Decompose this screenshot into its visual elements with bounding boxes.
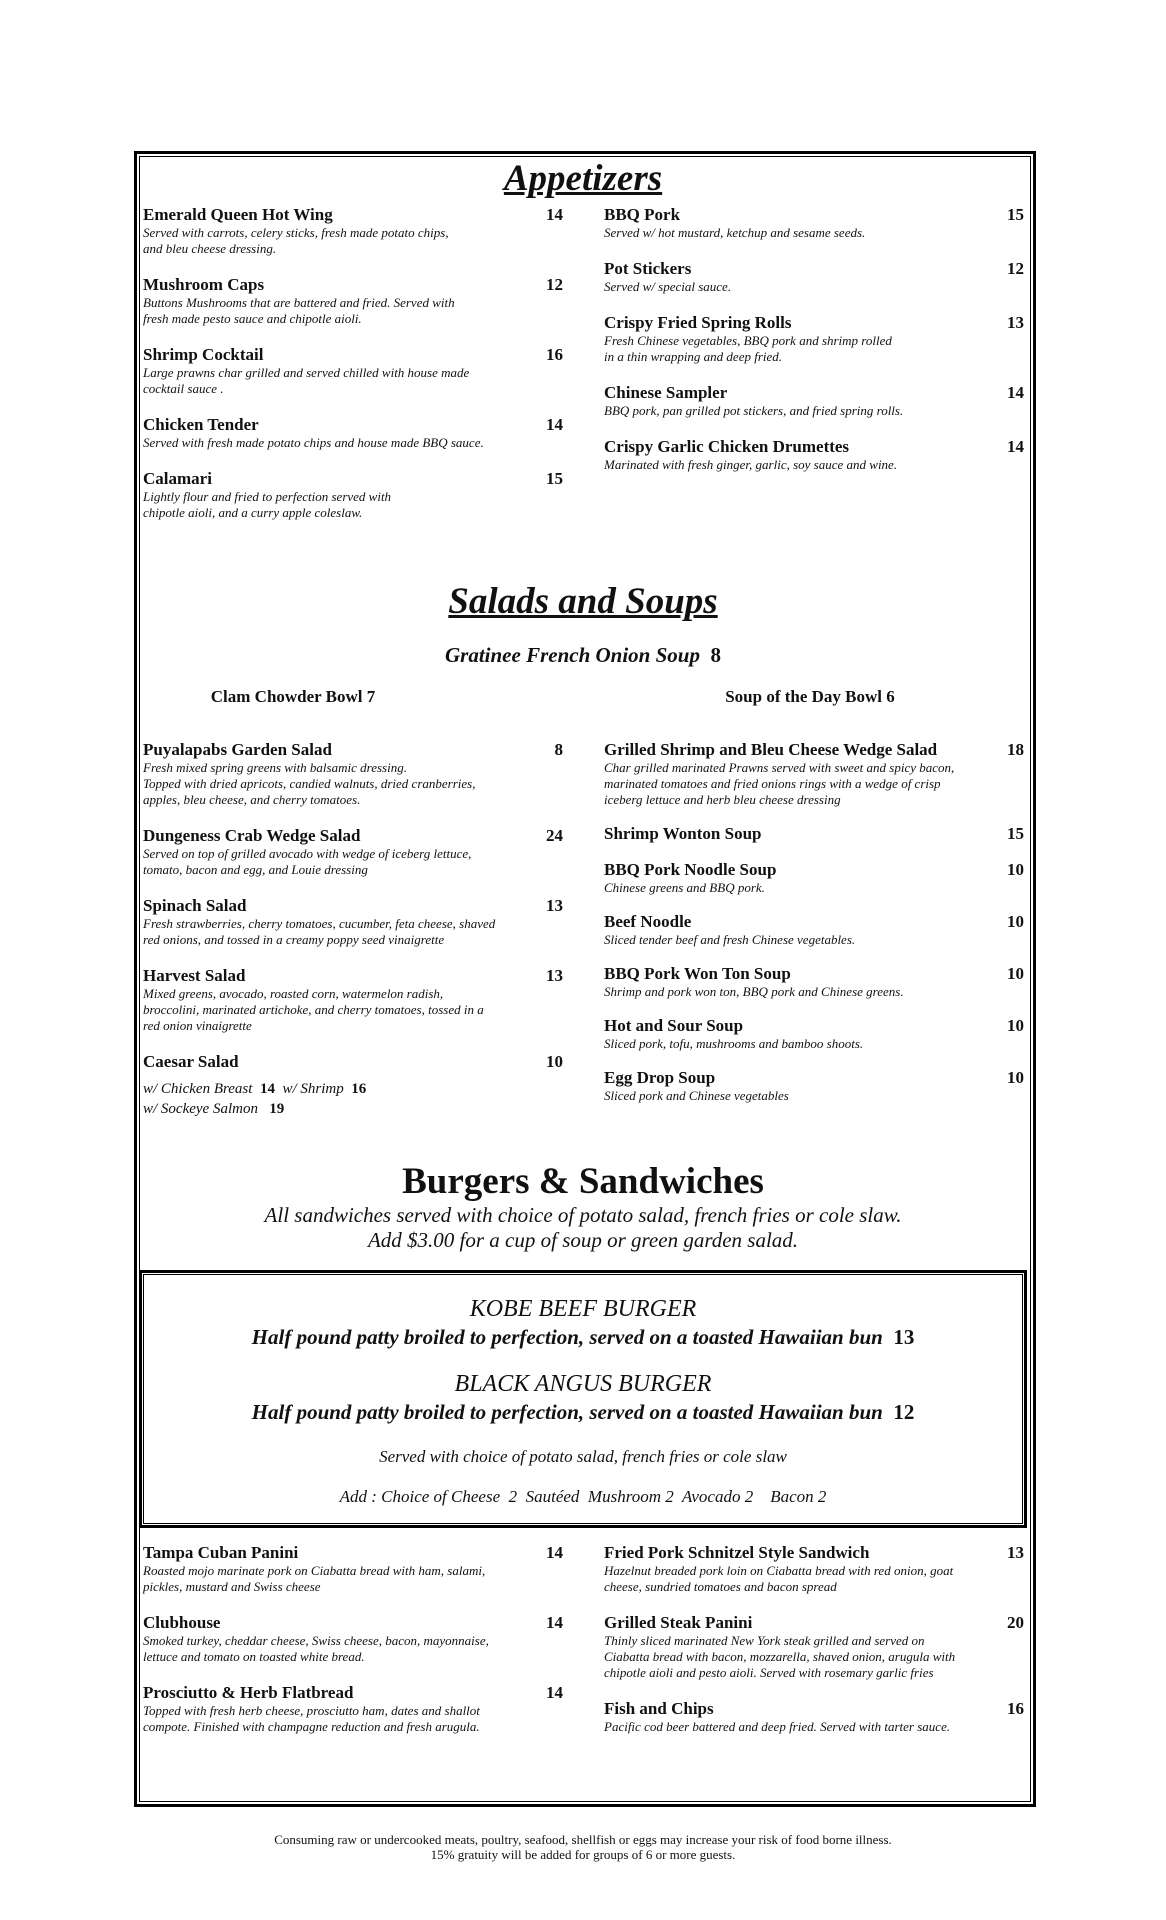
menu-item-price: 13 xyxy=(1007,313,1024,332)
menu-item-name: Shrimp Wonton Soup xyxy=(604,824,762,843)
menu-item-name: Dungeness Crab Wedge Salad xyxy=(143,826,361,845)
menu-item xyxy=(143,275,563,327)
menu-item-name: Caesar Salad xyxy=(143,1052,239,1071)
kobe-burger-title: KOBE BEEF BURGER xyxy=(469,1296,697,1322)
menu-item-name: Hot and Sour Soup xyxy=(604,1016,744,1035)
menu-item-description: Mixed greens, avocado, roasted corn, watermelon radish, broccolini, marinated artichoke, and cherry tomatoes, tossed in a red onion vinaigrette xyxy=(143,986,484,1033)
menu-item xyxy=(143,1052,563,1072)
salads-title: Salads and Soups xyxy=(448,581,718,622)
menu-item-description: Chinese greens and BBQ pork. xyxy=(604,880,765,895)
menu-item-price: 15 xyxy=(546,469,563,488)
caesar-opt3-price: 19 xyxy=(269,1101,285,1117)
menu-item-price: 10 xyxy=(1007,912,1024,931)
menu-item xyxy=(143,740,563,808)
angus-burger-price: 12 xyxy=(893,1400,915,1424)
menu-item-price: 14 xyxy=(546,205,563,224)
menu-item-price: 10 xyxy=(546,1052,563,1071)
kobe-burger-desc: Half pound patty broiled to perfection, served on a toasted Hawaiian bun xyxy=(251,1325,883,1349)
menu-item xyxy=(604,205,1024,241)
menu-item-description: Lightly flour and fried to perfection served with chipotle aioli, and a curry apple coleslaw. xyxy=(143,489,392,520)
menu-item xyxy=(604,259,1024,295)
menu-item-name: Pot Stickers xyxy=(604,259,692,278)
menu-item-name: Fish and Chips xyxy=(604,1699,714,1718)
menu-item-description: Buttons Mushrooms that are battered and fried. Served with fresh made pesto sauce and chipotle aioli. xyxy=(143,295,455,326)
menu-item-price: 24 xyxy=(546,826,563,845)
menu-item-price: 16 xyxy=(1007,1699,1024,1718)
menu-item xyxy=(604,1068,1024,1104)
menu-item-description: Large prawns char grilled and served chilled with house made cocktail sauce . xyxy=(143,365,470,396)
caesar-opt2-price: 16 xyxy=(351,1081,367,1097)
appetizers-right-column xyxy=(604,205,1024,473)
menu-item-name: BBQ Pork Noodle Soup xyxy=(604,860,777,879)
angus-burger-desc: Half pound patty broiled to perfection, served on a toasted Hawaiian bun xyxy=(251,1400,883,1424)
menu-item-description: Pacific cod beer battered and deep fried. Served with tarter sauce. xyxy=(604,1719,951,1734)
menu-item-name: Prosciutto & Herb Flatbread xyxy=(143,1683,354,1702)
sandwiches-right-column xyxy=(604,1543,1024,1735)
menu-item-description: Fresh strawberries, cherry tomatoes, cucumber, feta cheese, shaved red onions, and tossed in a creamy poppy seed vinaigrette xyxy=(143,916,496,947)
menu-item-price: 18 xyxy=(1007,740,1024,759)
menu-item-name: Grilled Steak Panini xyxy=(604,1613,753,1632)
menu-item-description: Served w/ hot mustard, ketchup and sesame seeds. xyxy=(604,225,866,240)
menu-item-description: Thinly sliced marinated New York steak grilled and served on Ciabatta bread with bacon, mozzarella, shaved onion, arugula with chipotle aioli and pesto aioli. Served with rosemary garlic fries xyxy=(604,1633,956,1680)
footer-gratuity: 15% gratuity will be added for groups of 6 or more guests. xyxy=(430,1847,736,1862)
menu-item-description: Served w/ special sauce. xyxy=(604,279,732,294)
caesar-options xyxy=(143,1079,563,1119)
menu-item-name: BBQ Pork xyxy=(604,205,681,224)
menu-item-name: Calamari xyxy=(143,469,212,488)
menu-item-price: 13 xyxy=(1007,1543,1024,1562)
menu-item-description: Fresh mixed spring greens with balsamic dressing. Topped with dried apricots, candied walnuts, dried cranberries, apples, bleu cheese, and cherry tomatoes. xyxy=(143,760,476,807)
menu-item-description: Served with carrots, celery sticks, fresh made potato chips, and bleu cheese dressing. xyxy=(143,225,449,256)
menu-item-name: Puyalapabs Garden Salad xyxy=(143,740,332,759)
menu-item-description: Marinated with fresh ginger, garlic, soy sauce and wine. xyxy=(604,457,898,472)
menu-item xyxy=(604,964,1024,1000)
burger-addons: Add : Choice of Cheese 2 Sautéed Mushroom 2 Avocado 2 Bacon 2 xyxy=(339,1487,827,1506)
menu-item-description: Sliced pork, tofu, mushrooms and bamboo shoots. xyxy=(604,1036,864,1051)
sandwiches-left-column xyxy=(143,1543,563,1735)
menu-item xyxy=(143,1543,563,1595)
menu-item-name: Mushroom Caps xyxy=(143,275,265,294)
menu-item xyxy=(604,912,1024,948)
menu-item-price: 14 xyxy=(546,1683,563,1702)
menu-item-name: BBQ Pork Won Ton Soup xyxy=(604,964,791,983)
menu-item-description: Hazelnut breaded pork loin on Ciabatta bread with red onion, goat cheese, sundried tomatoes and bacon spread xyxy=(604,1563,954,1594)
caesar-opt1-price: 14 xyxy=(259,1081,275,1097)
menu-item-price: 10 xyxy=(1007,1068,1024,1087)
menu-item-description: Roasted mojo marinate pork on Ciabatta bread with ham, salami, pickles, mustard and Swiss cheese xyxy=(143,1563,486,1594)
menu-item-price: 13 xyxy=(546,896,563,915)
menu-item-description: Fresh Chinese vegetables, BBQ pork and shrimp rolled in a thin wrapping and deep fried. xyxy=(604,333,892,364)
onion-soup-price: 8 xyxy=(710,643,721,667)
menu-item xyxy=(604,1543,1024,1595)
menu-item-price: 13 xyxy=(546,966,563,985)
menu-item xyxy=(143,1613,563,1665)
menu-item-name: Emerald Queen Hot Wing xyxy=(143,205,333,224)
menu-item-name: Clubhouse xyxy=(143,1613,221,1632)
kobe-burger-price: 13 xyxy=(893,1325,915,1349)
menu-item-price: 8 xyxy=(554,740,563,759)
burgers-subtitle-1: All sandwiches served with choice of potato salad, french fries or cole slaw. xyxy=(264,1203,902,1227)
menu-item-name: Chinese Sampler xyxy=(604,383,728,402)
menu-item-price: 10 xyxy=(1007,964,1024,983)
appetizers-left-column xyxy=(143,205,563,521)
menu-item-name: Crispy Garlic Chicken Drumettes xyxy=(604,437,850,456)
burgers-subtitle-2: Add $3.00 for a cup of soup or green garden salad. xyxy=(367,1228,799,1252)
caesar-opt2: w/ Shrimp xyxy=(282,1081,344,1097)
angus-burger-line xyxy=(0,1400,1166,1425)
menu-item-description: Sliced pork and Chinese vegetables xyxy=(604,1088,789,1103)
menu-item-price: 14 xyxy=(546,1613,563,1632)
menu-item-name: Chicken Tender xyxy=(143,415,259,434)
caesar-opt3: w/ Sockeye Salmon xyxy=(143,1101,258,1117)
menu-item xyxy=(143,415,563,451)
appetizers-title: Appetizers xyxy=(503,158,663,199)
menu-item xyxy=(143,345,563,397)
menu-item xyxy=(143,966,563,1034)
menu-item-name: Fried Pork Schnitzel Style Sandwich xyxy=(604,1543,870,1562)
menu-item-name: Crispy Fried Spring Rolls xyxy=(604,313,792,332)
menu-item-name: Harvest Salad xyxy=(143,966,246,985)
menu-item-price: 10 xyxy=(1007,860,1024,879)
menu-item xyxy=(604,437,1024,473)
burgers-title: Burgers & Sandwiches xyxy=(402,1161,764,1202)
menu-item-price: 16 xyxy=(546,345,563,364)
soup-of-the-day: Soup of the Day Bowl 6 xyxy=(725,687,895,706)
onion-soup-line xyxy=(0,643,1166,668)
menu-item-name: Shrimp Cocktail xyxy=(143,345,264,364)
menu-item-price: 14 xyxy=(546,415,563,434)
salads-right-column xyxy=(604,740,1024,1104)
menu-item-price: 14 xyxy=(1007,383,1024,402)
menu-item-description: Smoked turkey, cheddar cheese, Swiss cheese, bacon, mayonnaise, lettuce and tomato on toasted white bread. xyxy=(143,1633,489,1664)
onion-soup-name: Gratinee French Onion Soup xyxy=(445,643,700,667)
menu-item-name: Spinach Salad xyxy=(143,896,247,915)
menu-item xyxy=(143,1683,563,1735)
menu-item xyxy=(604,740,1024,808)
menu-item-name: Beef Noodle xyxy=(604,912,692,931)
menu-item-description: Served with fresh made potato chips and house made BBQ sauce. xyxy=(143,435,484,450)
menu-item-description: Served on top of grilled avocado with wedge of iceberg lettuce, tomato, bacon and egg, and Louie dressing xyxy=(143,846,472,877)
menu-item-description: Topped with fresh herb cheese, prosciutto ham, dates and shallot compote. Finished with champagne reduction and fresh arugula. xyxy=(143,1703,480,1734)
menu-item xyxy=(143,826,563,878)
menu-item-description: Shrimp and pork won ton, BBQ pork and Chinese greens. xyxy=(604,984,904,999)
menu-item-price: 12 xyxy=(546,275,563,294)
menu-item xyxy=(604,383,1024,419)
angus-burger-title: BLACK ANGUS BURGER xyxy=(454,1371,712,1397)
menu-item-price: 15 xyxy=(1007,205,1024,224)
menu-item-price: 20 xyxy=(1007,1613,1024,1632)
menu-item-price: 12 xyxy=(1007,259,1024,278)
clam-chowder: Clam Chowder Bowl 7 xyxy=(210,687,376,706)
menu-item-description: Char grilled marinated Prawns served with sweet and spicy bacon, marinated tomatoes and fried onions rings with a wedge of crisp iceberg lettuce and herb bleu cheese dressing xyxy=(604,760,955,807)
burger-served-with: Served with choice of potato salad, french fries or cole slaw xyxy=(379,1447,787,1466)
menu-item-description: Sliced tender beef and fresh Chinese vegetables. xyxy=(604,932,856,947)
caesar-opt1: w/ Chicken Breast xyxy=(143,1081,253,1097)
footer-warning: Consuming raw or undercooked meats, poultry, seafood, shellfish or eggs may increase your risk of food borne illness. xyxy=(274,1832,892,1847)
menu-item xyxy=(604,1699,1024,1735)
menu-item xyxy=(143,896,563,948)
menu-item-name: Egg Drop Soup xyxy=(604,1068,716,1087)
menu-item xyxy=(143,469,563,521)
menu-item-price: 14 xyxy=(1007,437,1024,456)
menu-item-price: 15 xyxy=(1007,824,1024,843)
menu-item-price: 10 xyxy=(1007,1016,1024,1035)
salads-left-column xyxy=(143,740,563,1072)
menu-item xyxy=(604,1613,1024,1681)
menu-item-name: Grilled Shrimp and Bleu Cheese Wedge Salad xyxy=(604,740,938,759)
menu-item xyxy=(604,860,1024,896)
menu-item xyxy=(604,1016,1024,1052)
menu-item xyxy=(604,824,1024,844)
menu-item-price: 14 xyxy=(546,1543,563,1562)
menu-item-description: BBQ pork, pan grilled pot stickers, and fried spring rolls. xyxy=(604,403,904,418)
menu-item xyxy=(604,313,1024,365)
menu-item-name: Tampa Cuban Panini xyxy=(143,1543,299,1562)
kobe-burger-line xyxy=(0,1325,1166,1350)
menu-item xyxy=(143,205,563,257)
